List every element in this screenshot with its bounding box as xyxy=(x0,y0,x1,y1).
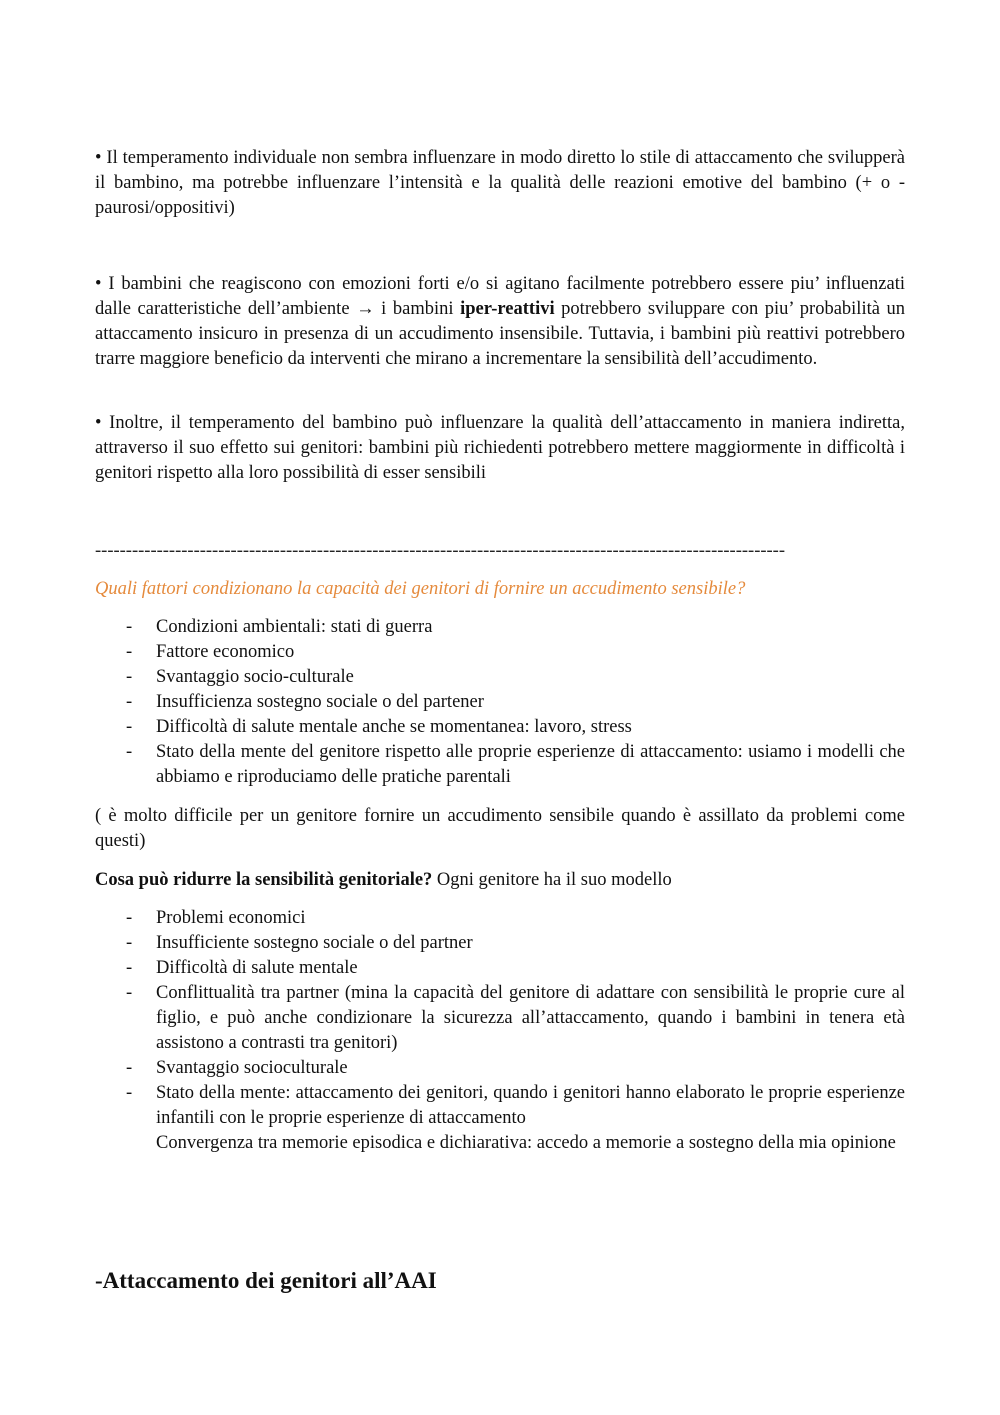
list-item xyxy=(95,615,905,640)
list-marker: - xyxy=(126,1058,133,1078)
bold-question: Cosa può ridurre la sensibilità genitoriale? xyxy=(95,870,433,890)
list-marker: - xyxy=(126,642,133,662)
list-marker: - xyxy=(126,667,133,687)
paragraph-question2 xyxy=(95,868,905,893)
list-item-text: Stato della mente: attaccamento dei genitori, quando i genitori hanno elaborato le proprie esperienze infantili con le proprie esperienze di attaccamento xyxy=(156,1083,905,1128)
list-marker: - xyxy=(126,1083,133,1103)
list-marker: - xyxy=(126,692,133,712)
paragraph-note xyxy=(95,804,905,854)
list-item xyxy=(95,690,905,715)
list-item xyxy=(95,931,905,956)
text-run: Ogni genitore ha il suo modello xyxy=(432,870,672,890)
paragraph-text xyxy=(95,868,905,893)
list-item xyxy=(95,956,905,981)
list-item-text: Difficoltà di salute mentale xyxy=(156,958,358,978)
list-item xyxy=(95,981,905,1056)
list-item xyxy=(95,1081,905,1131)
paragraph-indirect-effect xyxy=(95,411,905,486)
list-item xyxy=(95,640,905,665)
list-item-text: Fattore economico xyxy=(156,642,295,662)
paragraph-temperament xyxy=(95,146,905,221)
question-heading: Quali fattori condizionano la capacità dei genitori di fornire un accudimento sensibile? xyxy=(95,579,746,599)
list-marker: - xyxy=(126,958,133,978)
text-run: • I bambini che reagiscono con emozioni forti e/o si agitano facilmente potrebbero essere piu’ influenzati dalle caratteristiche dell’ambiente → i bambini xyxy=(95,274,905,319)
list-item xyxy=(95,906,905,931)
paragraph-text: ( è molto difficile per un genitore fornire un accudimento sensibile quando è assillato da problemi come questi) xyxy=(95,806,905,851)
list-marker: - xyxy=(126,717,133,737)
list-item-text: Stato della mente del genitore rispetto alle proprie esperienze di attaccamento: usiamo i modelli che abbiamo e riproduciamo delle pratiche parentali xyxy=(156,742,905,787)
list-item-text: Insufficienza sostegno sociale o del partener xyxy=(156,692,484,712)
list-item-text: Insufficiente sostegno sociale o del partner xyxy=(156,933,473,953)
bold-term: iper-reattivi xyxy=(460,299,555,319)
list-item-text: Problemi economici xyxy=(156,908,306,928)
factors-list xyxy=(95,615,905,790)
text-run: potrebbero sviluppare con piu’ probabilità un attaccamento insicuro in presenza di un accudimento insensibile. Tuttavia, i bambini più reattivi potrebbero trarre maggiore beneficio da interventi che mirano a incrementare la sensibilità dell’accudimento. xyxy=(95,299,906,369)
paragraph-text: • Inoltre, il temperamento del bambino può influenzare la qualità dell’attaccamento in maniera indiretta, attraverso il suo effetto sui genitori: bambini più richiedenti potrebbero mettere maggiormente in difficoltà i genitori rispetto alla loro possibilità di esser sensibili xyxy=(95,413,905,483)
list-marker: - xyxy=(126,933,133,953)
list-item xyxy=(95,1056,905,1081)
list-item-text: Condizioni ambientali: stati di guerra xyxy=(156,617,433,637)
list-marker: - xyxy=(126,742,133,762)
sensitivity-list xyxy=(95,906,905,1156)
list-item-text: Svantaggio socio-culturale xyxy=(156,667,354,687)
list-item-text: Svantaggio socioculturale xyxy=(156,1058,348,1078)
list-item xyxy=(95,715,905,740)
list-marker: - xyxy=(126,983,133,1003)
list-item xyxy=(95,740,905,790)
paragraph-reactive-children xyxy=(95,272,905,372)
list-marker: - xyxy=(126,908,133,928)
paragraph-text: • Il temperamento individuale non sembra influenzare in modo diretto lo stile di attaccamento che svilupperà il bambino, ma potrebbe influenzare l’intensità e la qualità delle reazioni emotive del bambino (+ o - paurosi/oppositivi) xyxy=(95,148,905,218)
section-heading: -Attaccamento dei genitori all’AAI xyxy=(95,1268,437,1293)
list-item-text: Difficoltà di salute mentale anche se momentanea: lavoro, stress xyxy=(156,717,632,737)
list-item-continuation xyxy=(95,1131,905,1156)
list-item xyxy=(95,665,905,690)
paragraph-text xyxy=(95,272,905,372)
list-item-text: Conflittualità tra partner (mina la capacità del genitore di adattare con sensibilità le proprie cure al figlio, e può anche condizionare la sicurezza all’attaccamento, quando i bambini in tenera età assistono a contrasti tra genitori) xyxy=(156,983,905,1053)
list-marker: - xyxy=(126,617,133,637)
dashed-divider: ---------------------------------------------------------------------------------------------------------------- xyxy=(95,541,785,561)
list-item-text: Convergenza tra memorie episodica e dichiarativa: accedo a memorie a sostegno della mia opinione xyxy=(156,1133,896,1153)
